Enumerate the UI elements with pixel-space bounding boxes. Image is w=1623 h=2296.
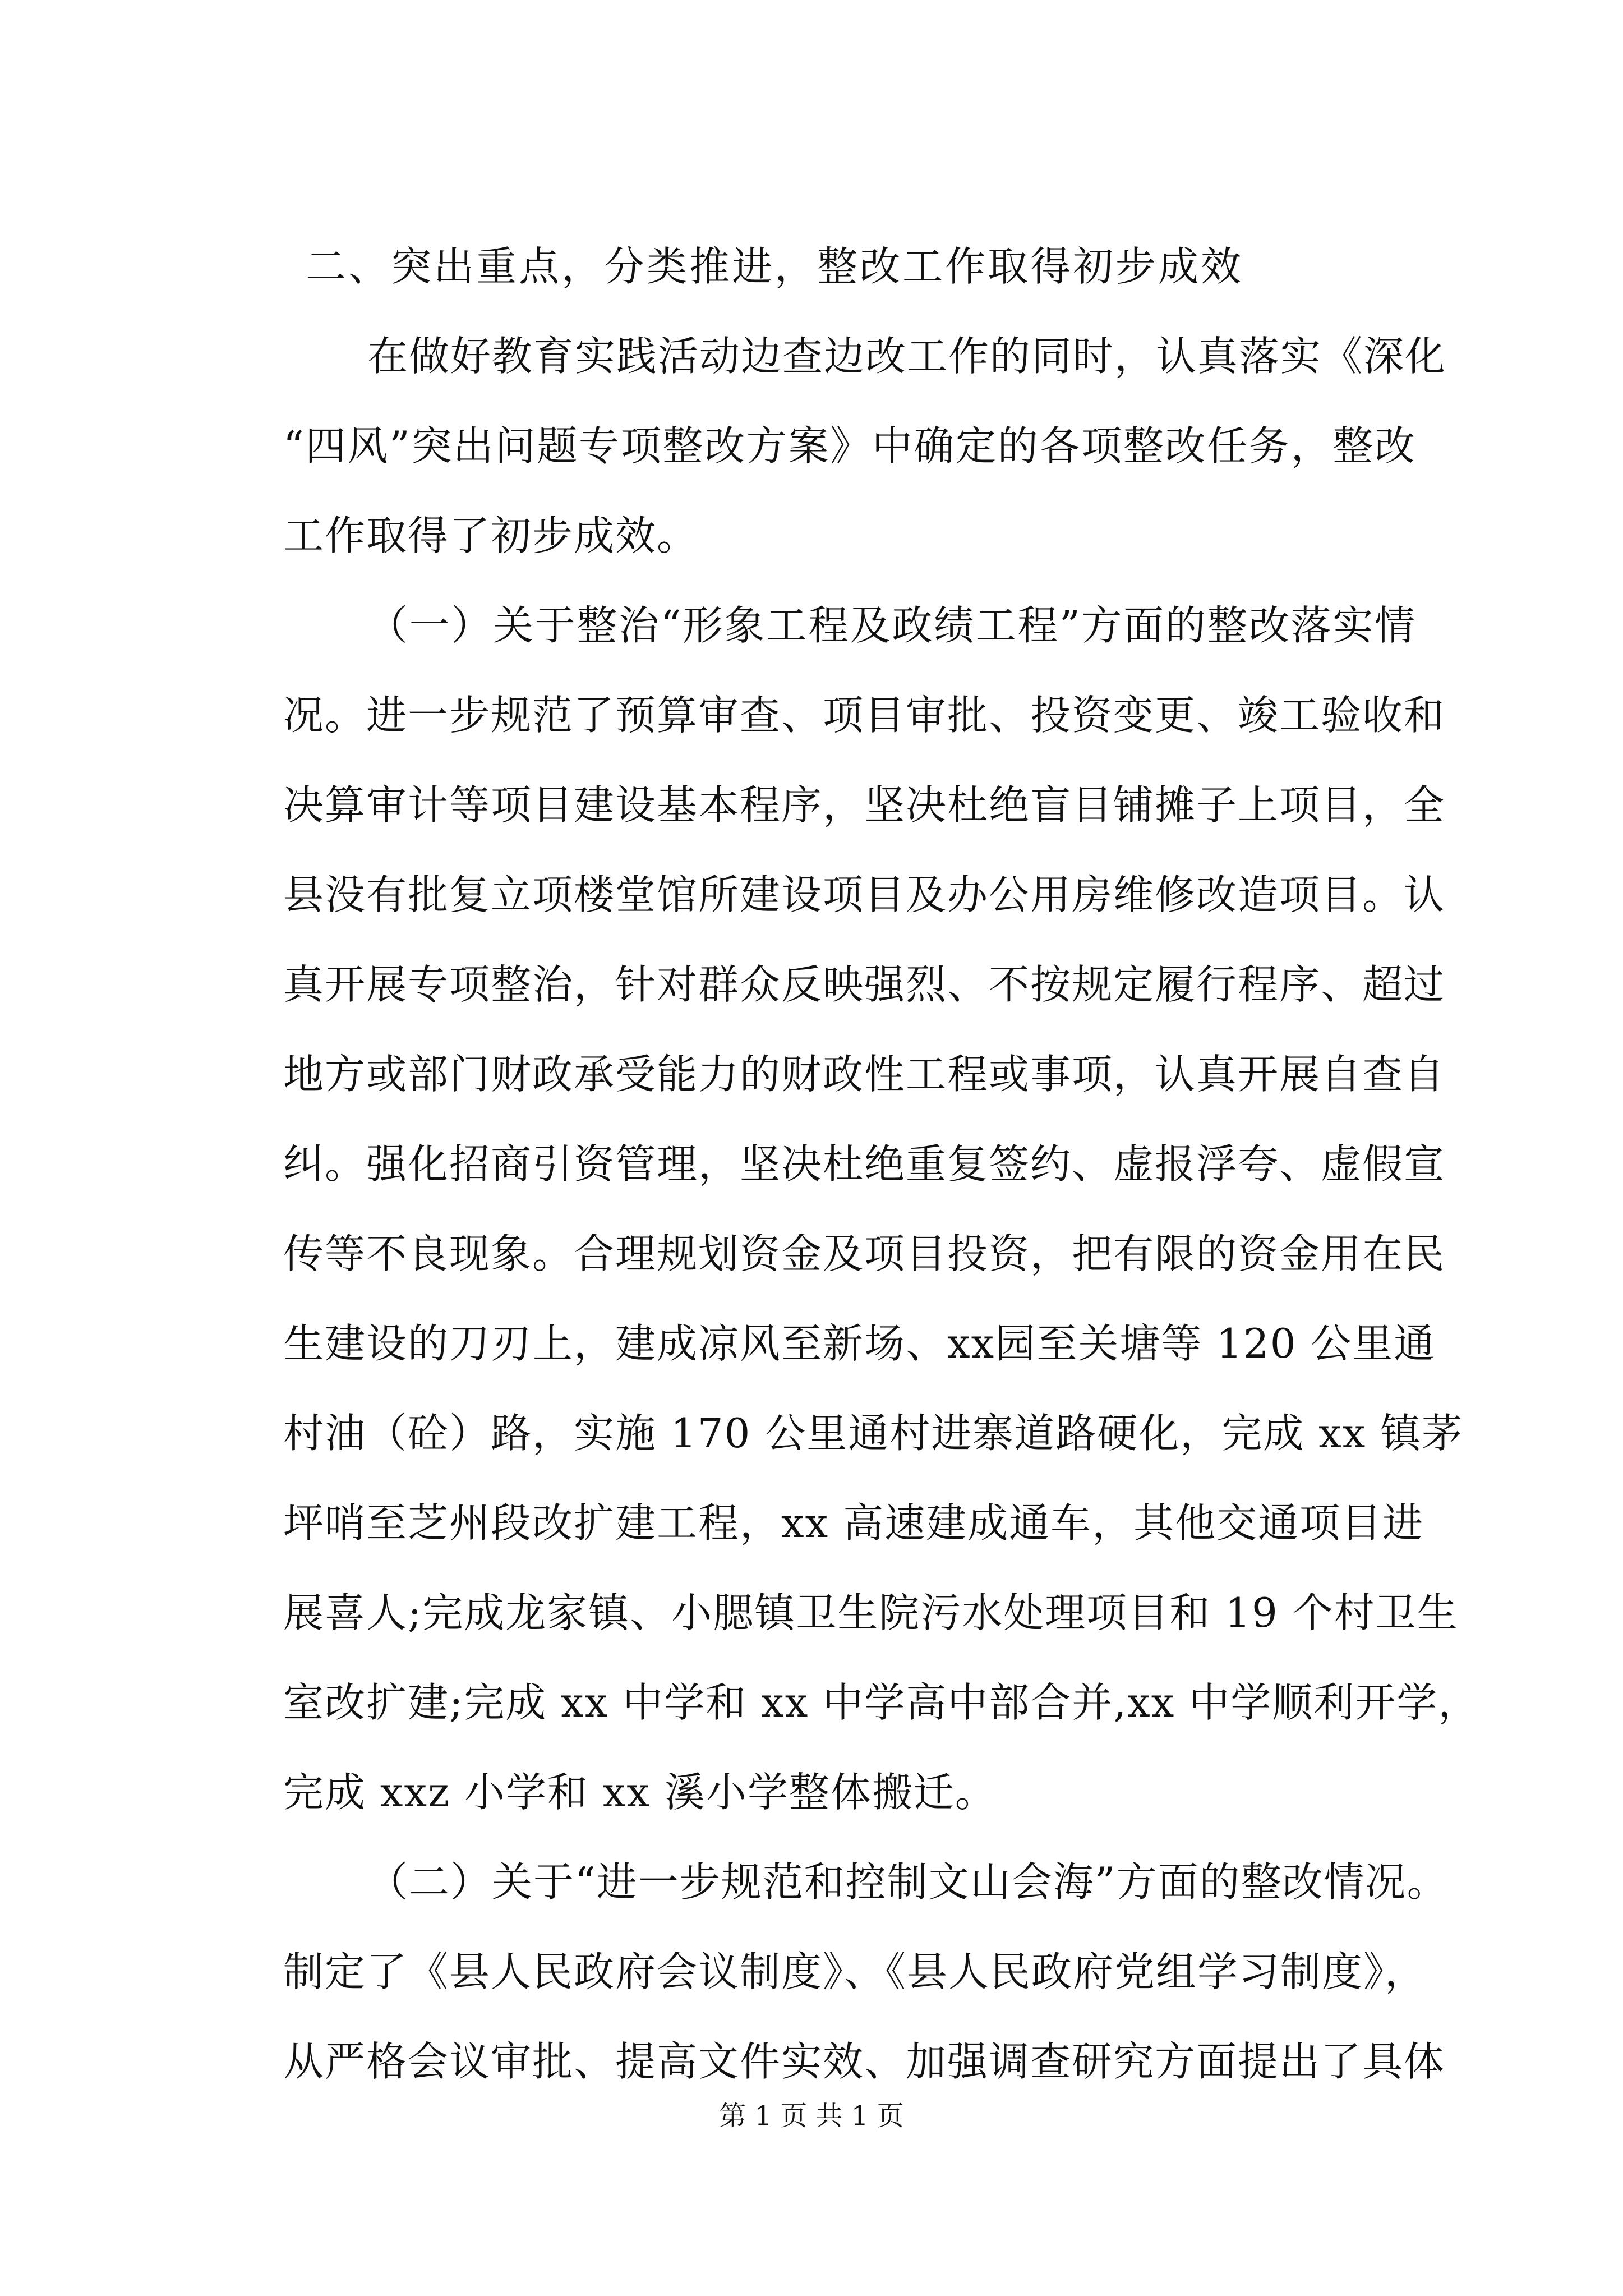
paragraph-line: 纠。强化招商引资管理，坚决杜绝重复签约、虚报浮夸、虚假宣: [283, 1140, 1446, 1188]
paragraph-line: 真开展专项整治，针对群众反映强烈、不按规定履行程序、超过: [283, 961, 1446, 1008]
paragraph-line: 生建设的刀刃上，建成凉风至新场、xx园至关塘等 120 公里通: [283, 1320, 1436, 1367]
document-body: [283, 222, 1480, 2106]
section-heading: 二、突出重点，分类推进，整改工作取得初步成效: [306, 243, 1244, 290]
paragraph-intro: [283, 311, 1447, 581]
paragraph-image-projects: [283, 581, 1480, 1837]
paragraph-line: 传等不良现象。合理规划资金及项目投资，把有限的资金用在民: [283, 1230, 1446, 1277]
paragraph-line: 工作取得了初步成效。: [283, 512, 699, 559]
paragraph-line: （二）关于“进一步规范和控制文山会海”方面的整改情况。: [367, 1858, 1449, 1906]
paragraph-line: 地方或部门财政承受能力的财政性工程或事项，认真开展自查自: [283, 1051, 1446, 1098]
paragraph-line: 况。进一步规范了预算审查、项目审批、投资变更、竣工验收和: [283, 692, 1446, 739]
paragraph-meetings: [283, 1837, 1449, 2106]
page-footer: 第 1 页 共 1 页: [719, 2100, 904, 2132]
paragraph-line: 制定了《县人民政府会议制度》、《县人民政府党组学习制度》，: [283, 1948, 1427, 1995]
paragraph-line: “四风”突出问题专项整改方案》中确定的各项整改任务，整改: [283, 422, 1416, 470]
paragraph-line: 坪哨至芝州段改扩建工程，xx 高速建成通车，其他交通项目进: [283, 1499, 1424, 1547]
paragraph-line: 决算审计等项目建设基本程序，坚决杜绝盲目铺摊子上项目，全: [283, 781, 1446, 829]
paragraph-line: 村油（砼）路，实施 170 公里通村进寨道路硬化，完成 xx 镇茅: [283, 1410, 1464, 1457]
paragraph-line: 在做好教育实践活动边查边改工作的同时，认真落实《深化: [367, 333, 1447, 380]
paragraph-line: 县没有批复立项楼堂馆所建设项目及办公用房维修改造项目。认: [283, 871, 1446, 918]
paragraph-line: （一）关于整治“形象工程及政绩工程”方面的整改落实情: [367, 602, 1416, 649]
paragraph-line: 完成 xxz 小学和 xx 溪小学整体搬迁。: [283, 1769, 997, 1816]
paragraph-line: 展喜人;完成龙家镇、小腮镇卫生院污水处理项目和 19 个村卫生: [283, 1589, 1459, 1636]
paragraph-line: 室改扩建;完成 xx 中学和 xx 中学高中部合并,xx 中学顺利开学，: [283, 1679, 1480, 1726]
paragraph-line: 从严格会议审批、提高文件实效、加强调查研究方面提出了具体: [283, 2038, 1446, 2085]
